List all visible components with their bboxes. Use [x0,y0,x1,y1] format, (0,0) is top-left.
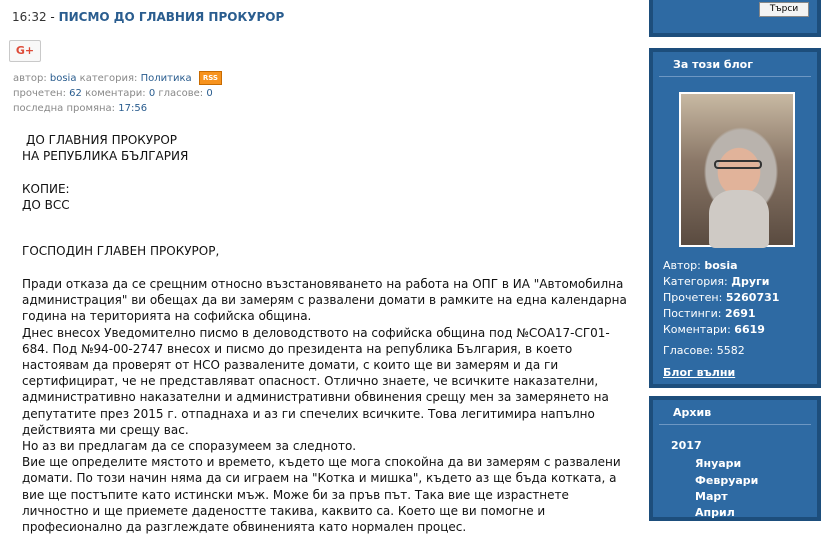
addressee-line-2: НА РЕПУБЛИКА БЪЛГАРИЯ [22,149,189,164]
about-comments-label: Коментари: [663,323,731,336]
letter-greeting: ГОСПОДИН ГЛАВЕН ПРОКУРОР, [22,244,220,258]
avatar-beard [709,190,769,248]
archive-month[interactable]: Февруари [695,474,759,487]
archive-year[interactable]: 2017 [671,439,702,452]
about-author [663,259,738,272]
modified-time[interactable]: 17:56 [118,103,148,114]
addressee-line-1: ДО ГЛАВНИЯ ПРОКУРОР [26,133,178,147]
google-plus-share-button[interactable]: G+ [9,40,41,62]
letter-copy [22,181,627,213]
author-avatar[interactable] [679,92,795,247]
archive-month[interactable]: Март [695,490,728,503]
copy-line-1: КОПИЕ: [22,182,70,196]
archive-box [649,396,821,521]
author-link[interactable]: bosia [49,73,77,84]
letter-text: Пради отказа да се срещним относно възстановяването на работа на ОПГ в ИА "Автомобилна администрация" ви обещах да ви замерям с развалени домати в рамките на една календарна година на територията на софийска община. Днес внесох Уведомително писмо в деловодството на софийска община под №СОА17-СГ01-684. Под №94-00-2747 внесох и писмо до президента на република България, в което настоявам да проверят от НСО развалените домати, с които ще ви замерям и да ги сертифицират, че не представляват опасност. Отлично знаете, че всичките наказателни, административно наказателни и административни обвинения срещу мен за замерянето на депутатите през 2015 г. отпаднаха и аз ги спечелих всичките. Това легитимира напълно действията ми срещу вас. Но аз ви предлагам да се споразумеем за следното. Вие ще определите мястото и времето, където ще мога спокойна да ви замерям с развалени домати. По този начин няма да си играем на "Котка и мишка", където аз ще бъда котката, а вие ще постъпите като истински мъж. Може би за пръв път. Така вие ще израстнете личностно и ще приемете даденостте такива, каквито са. Което ще ви помогне и професионално да разглеждате обвиненията като нормален процес. [22,277,627,535]
category-label: категория: [79,73,138,84]
comments-count[interactable]: 0 [148,88,156,99]
about-posts-label: Постинги: [663,307,722,320]
about-read [663,291,779,304]
about-votes-label: Гласове: [663,344,714,357]
votes-label: гласове: [158,88,204,99]
letter-addressee [22,132,627,164]
author-label: автор: [13,73,47,84]
about-author-label: Автор: [663,259,701,272]
about-category [663,275,770,288]
search-button[interactable]: Търси [759,2,809,17]
about-blog-title: За този блог [673,58,753,71]
blog-waves-link[interactable]: Блог вълни [663,366,736,379]
avatar-glasses [714,160,762,169]
about-blog-box [649,48,821,388]
divider [659,76,811,77]
modified-label: последна промяна: [13,103,116,114]
about-comments [663,323,765,336]
about-category-value: Други [731,275,770,288]
archive-title: Архив [673,406,712,419]
post-time: 16:32 [12,10,47,24]
post-meta-author [13,71,222,85]
post-header: 16:32 - ПИСМО ДО ГЛАВНИЯ ПРОКУРОР [12,10,285,24]
about-posts [663,307,756,320]
divider [659,424,811,425]
about-posts-value: 2691 [724,307,756,320]
about-votes-value: 5582 [716,344,745,357]
read-label: прочетен: [13,88,66,99]
category-link[interactable]: Политика [140,73,192,84]
post-meta-modified [13,103,147,114]
read-count[interactable]: 62 [69,88,82,99]
votes-count[interactable]: 0 [206,88,213,99]
about-read-value: 5260731 [725,291,780,304]
copy-line-2: ДО ВСС [22,198,70,213]
archive-month[interactable]: Януари [695,457,742,470]
post-title-link[interactable]: ПИСМО ДО ГЛАВНИЯ ПРОКУРОР [58,10,285,24]
comments-label: коментари: [85,88,146,99]
post-meta-stats [13,88,213,99]
about-category-label: Категория: [663,275,728,288]
about-author-value: bosia [704,259,738,272]
rss-icon[interactable]: RSS [199,71,222,85]
about-read-label: Прочетен: [663,291,723,304]
search-box [649,0,821,37]
about-votes [663,344,745,357]
about-comments-value: 6619 [734,323,765,336]
archive-month[interactable]: Април [695,506,735,519]
